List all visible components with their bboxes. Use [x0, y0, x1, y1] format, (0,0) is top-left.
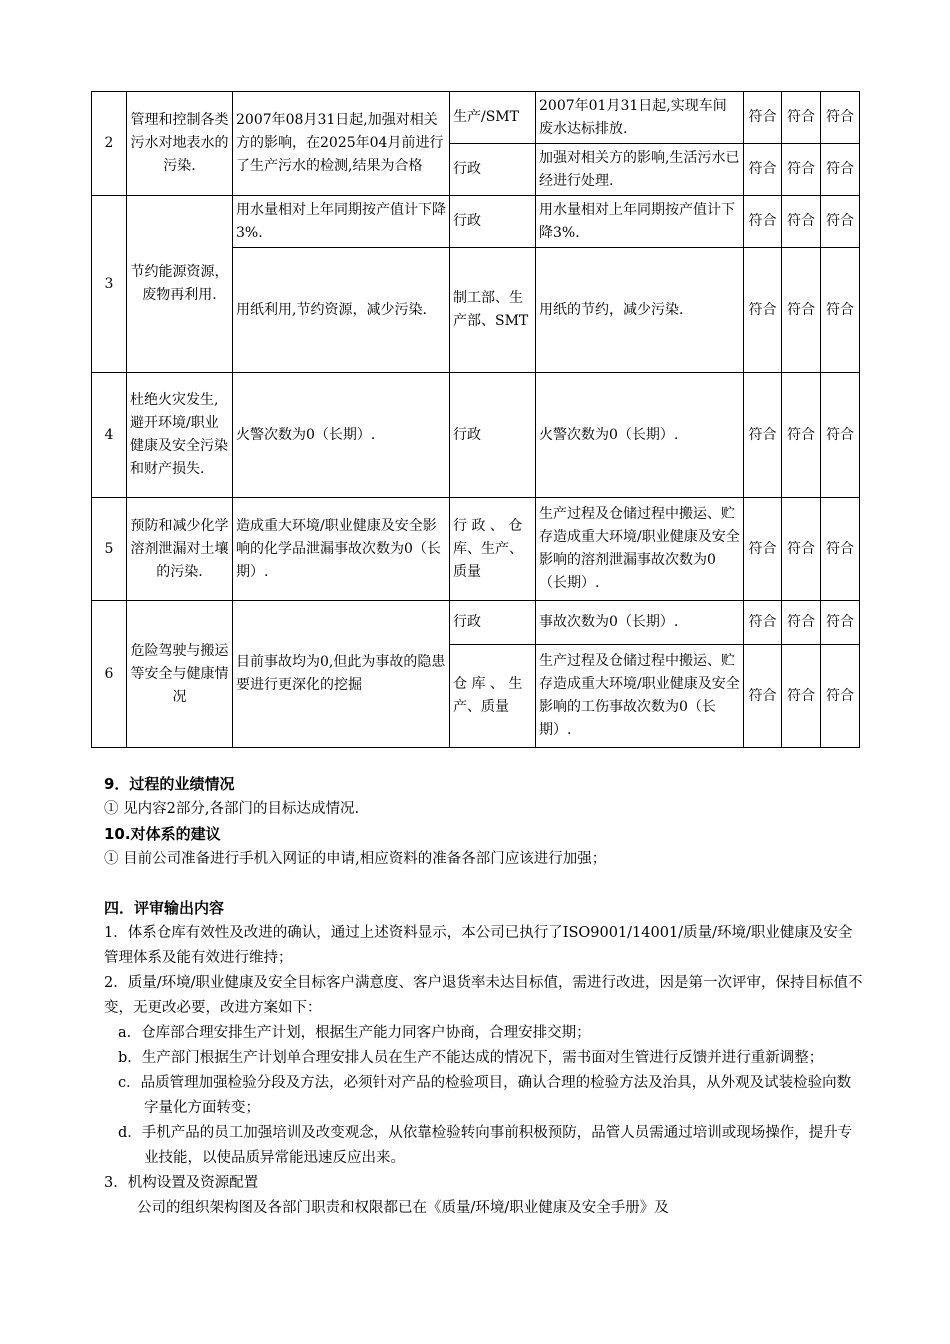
status-cell: 符合	[821, 144, 860, 196]
paragraph: 公司的组织架构图及各部门职责和权限都已在《质量/环境/职业健康及安全手册》及	[137, 1200, 669, 1216]
row-number: 5	[92, 498, 127, 601]
paragraph: ① 目前公司准备进行手机入网证的申请,相应资料的准备各部门应该进行加强；	[104, 851, 607, 867]
section-heading: 四．评审输出内容	[104, 899, 225, 917]
achievement: 2007年01月31日起,实现车间废水达标排放.	[536, 92, 744, 144]
department: 行 政 、 仓库、生产、质量	[450, 498, 536, 601]
table-row	[92, 601, 860, 645]
department: 行政	[450, 373, 536, 498]
status-cell: 符合	[744, 92, 782, 144]
list-item: a．仓库部合理安排生产计划，根据生产能力同客户协商，合理安排交期；	[118, 1025, 591, 1041]
status-cell: 符合	[744, 601, 782, 645]
status-cell: 符合	[744, 373, 782, 498]
status-cell: 符合	[744, 144, 782, 196]
goal-target: 用纸利用,节约资源，减少污染.	[233, 248, 450, 373]
list-item: d．手机产品的员工加强培训及改变观念，从依靠检验转向事前积极预防，品管人员需通过培训或现场操作，提升专业技能，以使品质异常能迅速反应出来。	[118, 1125, 853, 1166]
department: 生产/SMT	[450, 92, 536, 144]
achievement: 事故次数为0（长期）.	[536, 601, 744, 645]
goal-target: 造成重大环境/职业健康及安全影响的化学品泄漏事故次数为0（长期）.	[233, 498, 450, 601]
status-cell: 符合	[782, 498, 821, 601]
table-row	[92, 498, 860, 601]
goal-target: 目前事故均为0,但此为事故的隐患要进行更深化的挖掘	[233, 601, 450, 748]
department: 制工部、生产部、SMT	[450, 248, 536, 373]
status-cell: 符合	[782, 248, 821, 373]
status-cell: 符合	[821, 601, 860, 645]
department: 行政	[450, 196, 536, 248]
goal-item: 预防和减少化学溶剂泄漏对土壤的污染.	[127, 498, 233, 601]
list-item: b．生产部门根据生产计划单合理安排人员在生产不能达成的情况下，需书面对生管进行反馈并进行重新调整；	[118, 1050, 824, 1066]
goal-item: 节约能源资源，废物再利用.	[127, 196, 233, 373]
paragraph: 1．体系仓库有效性及改进的确认，通过上述资料显示，本公司已执行了ISO9001/14001/质量/环境/职业健康及安全管理体系及能有效进行维持；	[104, 925, 853, 966]
section-heading: 10.对体系的建议	[104, 825, 221, 843]
row-number: 4	[92, 373, 127, 498]
status-cell: 符合	[821, 92, 860, 144]
row-number: 3	[92, 196, 127, 373]
status-cell: 符合	[821, 498, 860, 601]
row-number: 2	[92, 92, 127, 196]
status-cell: 符合	[782, 373, 821, 498]
achievement: 加强对相关方的影响,生活污水已经进行处理.	[536, 144, 744, 196]
department: 行政	[450, 601, 536, 645]
status-cell: 符合	[821, 373, 860, 498]
status-cell: 符合	[821, 645, 860, 748]
achievement: 火警次数为0（长期）.	[536, 373, 744, 498]
section-9	[104, 772, 864, 872]
achievement: 用水量相对上年同期按产值计下降3%.	[536, 196, 744, 248]
status-cell: 符合	[744, 498, 782, 601]
achievement: 生产过程及仓储过程中搬运、贮存造成重大环境/职业健康及安全影响的溶剂泄漏事故次数为0（长期）.	[536, 498, 744, 601]
goal-target: 2007年08月31日起,加强对相关方的影响，在2025年04月前进行了生产污水的检测,结果为合格	[233, 92, 450, 196]
table-row	[92, 196, 860, 248]
section-heading: 9．过程的业绩情况	[104, 775, 235, 793]
status-cell: 符合	[744, 248, 782, 373]
status-cell: 符合	[744, 196, 782, 248]
section-review-output	[104, 896, 864, 1221]
paragraph: 2．质量/环境/职业健康及安全目标客户满意度、客户退货率未达目标值，需进行改进，因是第一次评审，保持目标值不变，无更改必要，改进方案如下：	[104, 975, 863, 1016]
goal-item: 杜绝火灾发生,避开环境/职业健康及安全污染和财产损失.	[127, 373, 233, 498]
status-cell: 符合	[821, 196, 860, 248]
paragraph: 3．机构设置及资源配置	[104, 1175, 259, 1191]
goal-target: 火警次数为0（长期）.	[233, 373, 450, 498]
paragraph: ① 见内容2部分,各部门的目标达成情况.	[104, 801, 360, 817]
department: 仓 库 、 生产、质量	[450, 645, 536, 748]
goal-item: 管理和控制各类污水对地表水的污染.	[127, 92, 233, 196]
achievement: 生产过程及仓储过程中搬运、贮存造成重大环境/职业健康及安全影响的工伤事故次数为0（长期）.	[536, 645, 744, 748]
table-row	[92, 92, 860, 144]
goal-target: 用水量相对上年同期按产值计下降3%.	[233, 196, 450, 248]
table-row	[92, 373, 860, 498]
status-cell: 符合	[782, 144, 821, 196]
department: 行政	[450, 144, 536, 196]
goal-item: 危险驾驶与搬运等安全与健康情况	[127, 601, 233, 748]
status-cell: 符合	[782, 196, 821, 248]
status-cell: 符合	[744, 645, 782, 748]
list-item: c．品质管理加强检验分段及方法，必须针对产品的检验项目，确认合理的检验方法及治具，从外观及试装检验向数字量化方面转变；	[118, 1075, 852, 1116]
status-cell: 符合	[782, 645, 821, 748]
status-cell: 符合	[782, 92, 821, 144]
goals-table	[91, 91, 860, 748]
status-cell: 符合	[782, 601, 821, 645]
row-number: 6	[92, 601, 127, 748]
achievement: 用纸的节约，减少污染.	[536, 248, 744, 373]
status-cell: 符合	[821, 248, 860, 373]
